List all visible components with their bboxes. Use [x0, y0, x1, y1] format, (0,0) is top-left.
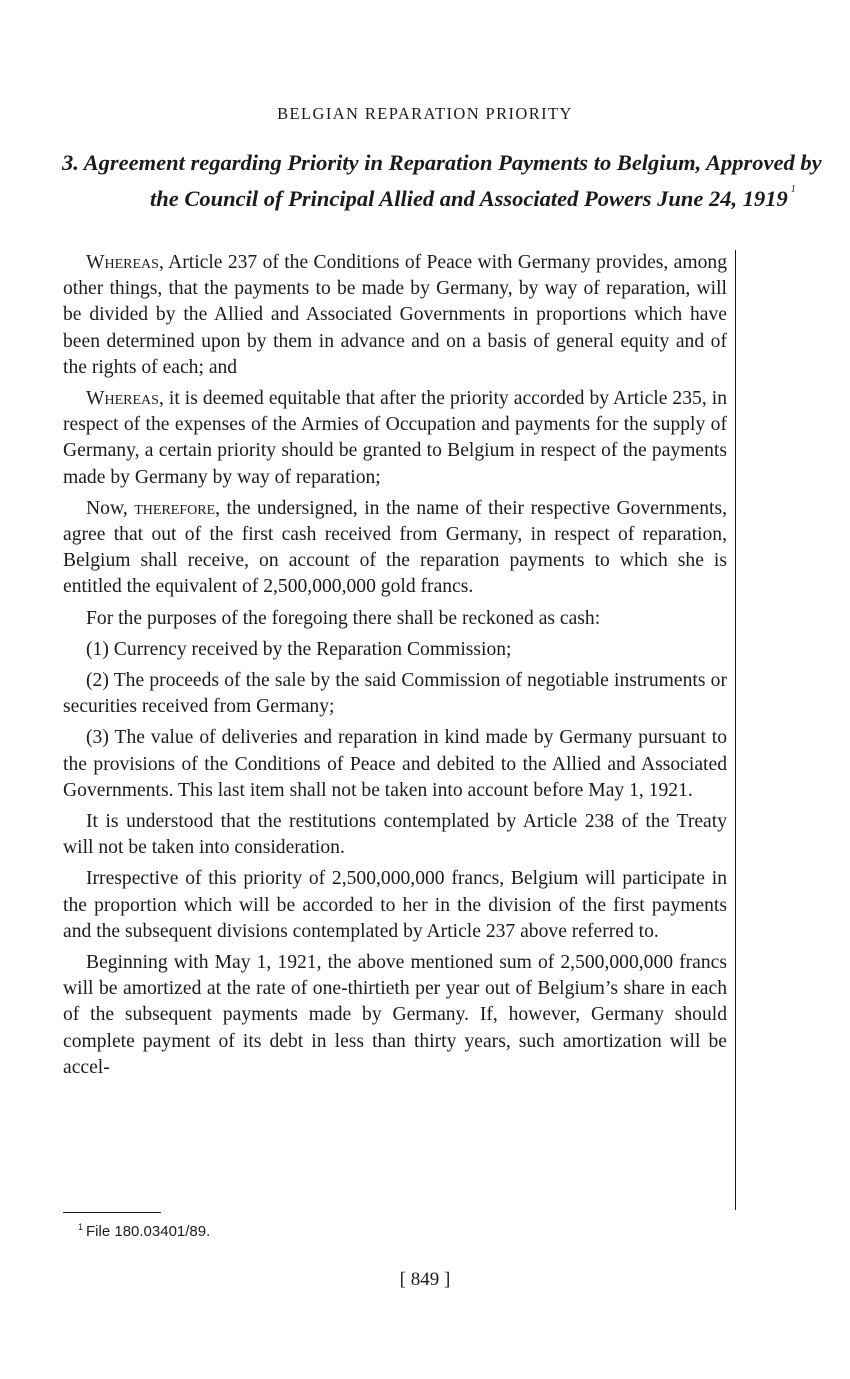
body-text — [63, 250, 736, 1210]
footnote-mark: 1 — [78, 1222, 84, 1232]
paragraph-amortization: Beginning with May 1, 1921, the above mentioned sum of 2,500,000,000 francs will be amortized at the rate of one-thirtieth per year out of Belgium’s share in each of the subsequent payments made by Germany. If, however, Germany should complete payment of its debt in less than thirty years, such amortization will be accel- — [63, 952, 727, 1078]
paragraph-irrespective: Irrespective of this priority of 2,500,000,000 francs, Belgium will participate in the proportion which will be accorded to her in the division of the first payments and the subsequent divisions contemplated by Article 237 above referred to. — [63, 868, 727, 942]
footnote-divider — [63, 1212, 161, 1213]
page-number: [ 849 ] — [399, 1269, 451, 1290]
lead-prefix: Now, — [86, 497, 135, 519]
lead-word: Whereas, — [86, 388, 164, 410]
title-footnote-ref: 1 — [790, 183, 796, 195]
paragraph-item-1: (1) Currency received by the Reparation Commission; — [86, 638, 512, 660]
paragraph-whereas-1 — [63, 250, 727, 381]
paragraph-restitutions: It is understood that the restitutions contemplated by Article 238 of the Treaty will not be taken into consideration. — [63, 811, 727, 859]
document-title — [62, 150, 840, 212]
paragraph-whereas-2 — [63, 386, 727, 491]
lead-word: Whereas, — [86, 252, 164, 273]
running-head: BELGIAN REPARATION PRIORITY — [277, 104, 573, 123]
paragraph-text: the undersigned, in the name of their respective Governments, agree that out of the first cash received from Germany, in respect of reparation, Belgium shall receive, on account of the reparation payments to which she is entitled the equivalent of 2,500,000,000 gold francs. — [63, 497, 727, 598]
lead-word: therefore, — [134, 497, 221, 519]
paragraph-now-therefore — [63, 496, 727, 601]
paragraph-text: it is deemed equitable that after the priority accorded by Article 235, in respect of the expenses of the Armies of Occupation and payments for the supply of Germany, a certain priority should be granted to Belgium in respect of the payments made by Germany by way of reparation; — [63, 388, 727, 488]
paragraph-item-2: (2) The proceeds of the sale by the said Commission of negotiable instruments or securities received from Germany; — [63, 670, 727, 718]
title-number: 3. — [62, 150, 79, 175]
title-text: Agreement regarding Priority in Reparation Payments to Belgium, Approved by the Council of Principal Allied and Associated Powers June 24, 1919 — [83, 150, 822, 211]
paragraph-cash-intro: For the purposes of the foregoing there shall be reckoned as cash: — [86, 607, 601, 629]
paragraph-text: Article 237 of the Conditions of Peace with Germany provides, among other things, that the payments to be made by Germany, by way of reparation, will be divided by the Allied and Associated Governments in proportions which have been determined upon by them in advance and on a basis of general equity and of the rights of each; and — [63, 252, 727, 378]
footnote — [78, 1222, 210, 1240]
footnote-text: File 180.03401/89. — [86, 1223, 211, 1240]
paragraph-item-3: (3) The value of deliveries and reparation in kind made by Germany pursuant to the provisions of the Conditions of Peace and debited to the Allied and Associated Governments. This last item shall not be taken into account before May 1, 1921. — [63, 727, 727, 801]
